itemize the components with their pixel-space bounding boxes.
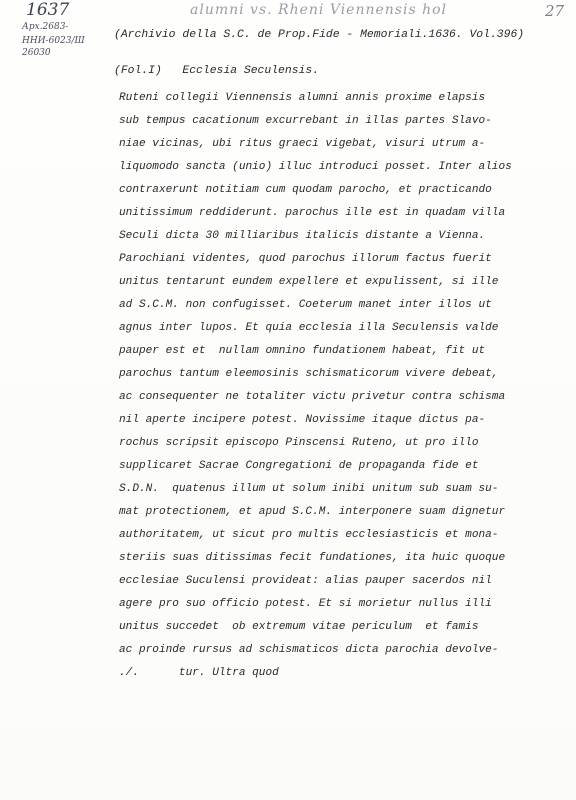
text-line: agere pro suo officio potest. Et si morietur nullus illi [119,598,492,610]
handwritten-faint-note: alumni vs. Rheni Viennensis hol [190,2,448,18]
text-line: authoritatem, ut sicut pro multis ecclesiasticis et mona- [119,529,499,541]
text-line: liquomodo sancta (unio) illuc introduci posset. Inter alios [119,161,512,173]
text-line: sub tempus cacationum excurrebant in illas partes Slavo- [119,115,492,127]
text-line: ecclesiae Suculensi provideat: alias pauper sacerdos nil [119,575,492,587]
text-line: niae vicinas, ubi ritus graeci vigebat, visuri utrum a- [119,138,486,150]
archive-header: (Archivio della S.C. de Prop.Fide - Memoriali.1636. Vol.396) [114,29,525,41]
text-line: steriis suas ditissimas fecit fundationes, ita huic quoque [119,552,506,564]
text-line: unitissimum reddiderunt. parochus ille est in quadam villa [119,207,506,219]
text-line: S.D.N. quatenus illum ut solum inibi unitum sub suam su- [119,483,499,495]
text-line: nil aperte incipere potest. Novissime itaque dictus pa- [119,414,486,426]
text-line: rochus scripsit episcopo Pinscensi Ruteno, ut pro illo [119,437,479,449]
document-body [119,87,569,685]
folio-title: (Fol.I) Ecclesia Seculensis. [114,65,320,77]
text-line: ./. tur. Ultra quod [119,667,279,679]
handwritten-page-number: 27 [545,2,565,20]
text-line: ad S.C.M. non confugisset. Coeterum manet inter illos ut [119,299,492,311]
text-line: Parochiani videntes, quod parochus illorum factus fuerit [119,253,492,265]
text-line: ac proinde rursus ad schismaticos dicta parochia devolve- [119,644,499,656]
text-line: contraxerunt notitiam cum quodam parocho, et practicando [119,184,492,196]
text-line: Ruteni collegii Viennensis alumni annis proxime elapsis [119,92,486,104]
handwritten-archive-ref-2: ННИ-6023/Ш [22,36,85,46]
text-line: mat protectionem, et apud S.C.M. interponere suam dignetur [119,506,506,518]
text-line: Seculi dicta 30 milliaribus italicis distante a Vienna. [119,230,486,242]
handwritten-archive-ref-1: Арх.2683- [22,22,69,32]
handwritten-year: 1637 [26,0,70,20]
text-line: unitus tentarunt eundem expellere et expulissent, si ille [119,276,499,288]
handwritten-archive-ref-3: 26030 [22,48,51,58]
text-line: unitus succedet ob extremum vitae periculum et famis [119,621,479,633]
text-line: pauper est et nullam omnino fundationem habeat, fit ut [119,345,486,357]
text-line: supplicaret Sacrae Congregationi de propaganda fide et [119,460,479,472]
text-line: ac consequenter ne totaliter victu privetur contra schisma [119,391,506,403]
text-line: agnus inter lupos. Et quia ecclesia illa Seculensis valde [119,322,499,334]
text-line: parochus tantum eleemosinis schismaticorum vivere debeat, [119,368,499,380]
